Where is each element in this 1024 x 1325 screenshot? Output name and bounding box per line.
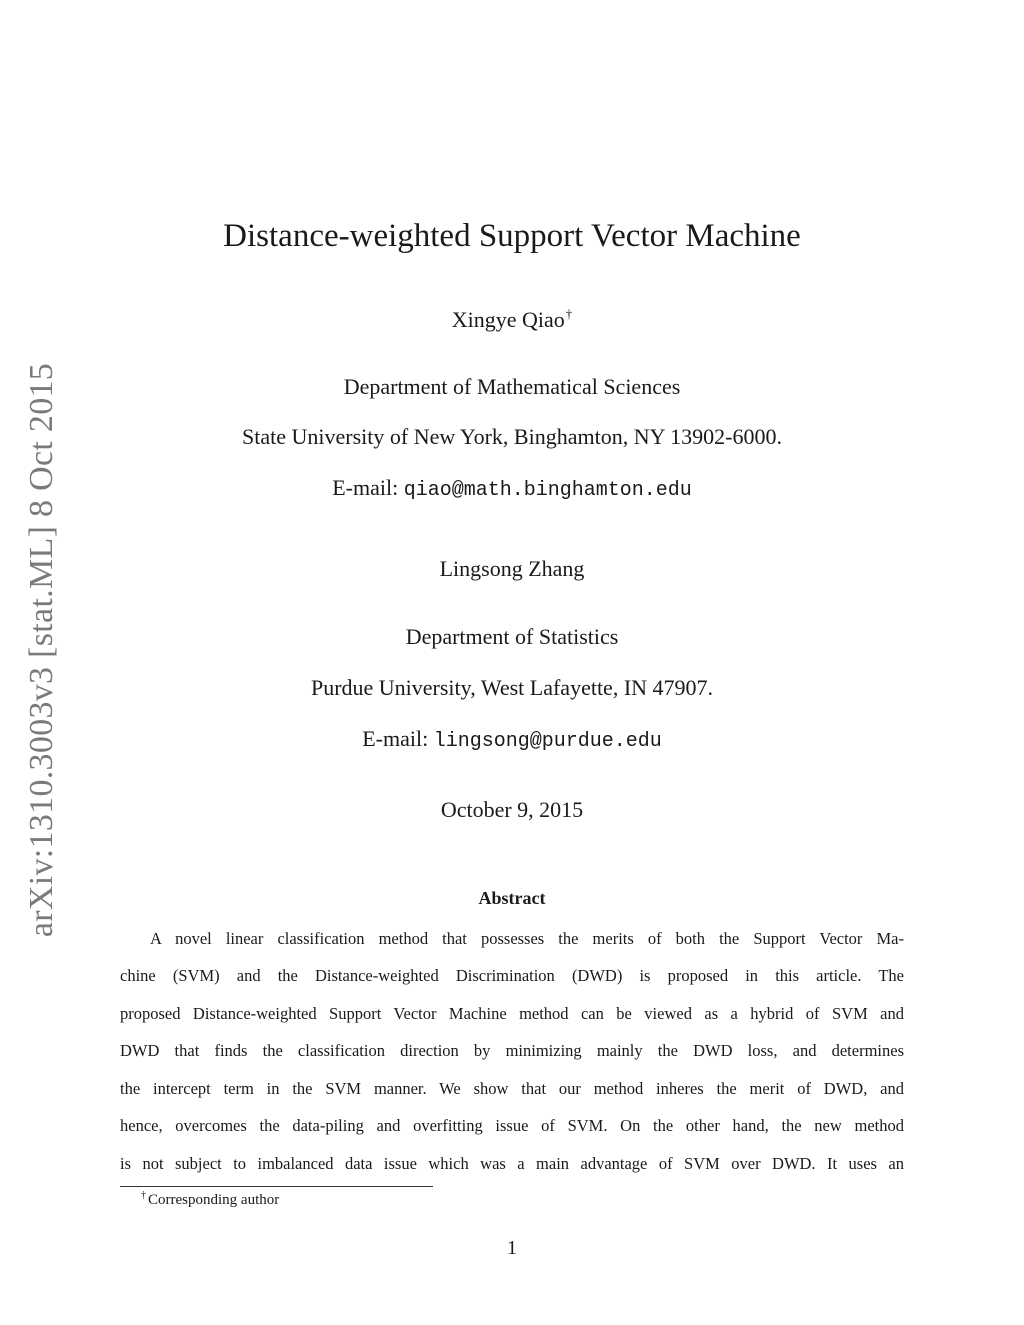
author-name: Lingsong Zhang — [439, 556, 585, 581]
author-email[interactable]: lingsong@purdue.edu — [433, 730, 662, 753]
email-label: E-mail: — [332, 475, 399, 500]
footnote-divider — [120, 1186, 433, 1187]
abstract-heading: Abstract — [478, 888, 546, 908]
author-institution: Purdue University, West Lafayette, IN 47907. — [310, 675, 714, 700]
abstract-line: is not subject to imbalanced data issue which was a main advantage of SVM over DWD. It uses an — [120, 1154, 904, 1173]
author-institution: State University of New York, Binghamton, NY 13902-6000. — [242, 424, 782, 449]
abstract-line: chine (SVM) and the Distance-weighted Discrimination (DWD) is proposed in this article. The — [120, 966, 904, 985]
abstract-line: hence, overcomes the data-piling and overfitting issue of SVM. On the other hand, the new method — [120, 1116, 904, 1135]
footnote-mark: † — [141, 1190, 146, 1201]
author-department: Department of Statistics — [405, 624, 619, 649]
email-label: E-mail: — [362, 726, 429, 751]
paper-title: Distance-weighted Support Vector Machine — [223, 218, 801, 254]
author-department: Department of Mathematical Sciences — [343, 374, 681, 399]
arxiv-identifier-stamp: arXiv:1310.3003v3 [stat.ML] 8 Oct 2015 — [23, 362, 60, 938]
page-number: 1 — [507, 1237, 517, 1259]
abstract-line: DWD that finds the classification direction by minimizing mainly the DWD loss, and determines — [120, 1041, 904, 1060]
author-name-text: Xingye Qiao — [451, 307, 565, 332]
corresponding-author-mark: † — [565, 306, 573, 321]
publication-date: October 9, 2015 — [440, 797, 584, 822]
abstract-line: proposed Distance-weighted Support Vector Machine method can be viewed as a hybrid of SVM and — [120, 1004, 904, 1023]
abstract-line: A novel linear classification method that possesses the merits of both the Support Vector Ma- — [150, 929, 904, 948]
author-email-line — [0, 726, 1024, 753]
author-email-line — [0, 475, 1024, 502]
footnote — [141, 1190, 279, 1209]
author-name — [0, 306, 1024, 333]
author-email[interactable]: qiao@math.binghamton.edu — [403, 479, 692, 502]
footnote-text: Corresponding author — [148, 1192, 280, 1208]
abstract-line: the intercept term in the SVM manner. We show that our method inheres the merit of DWD, and — [120, 1079, 904, 1098]
